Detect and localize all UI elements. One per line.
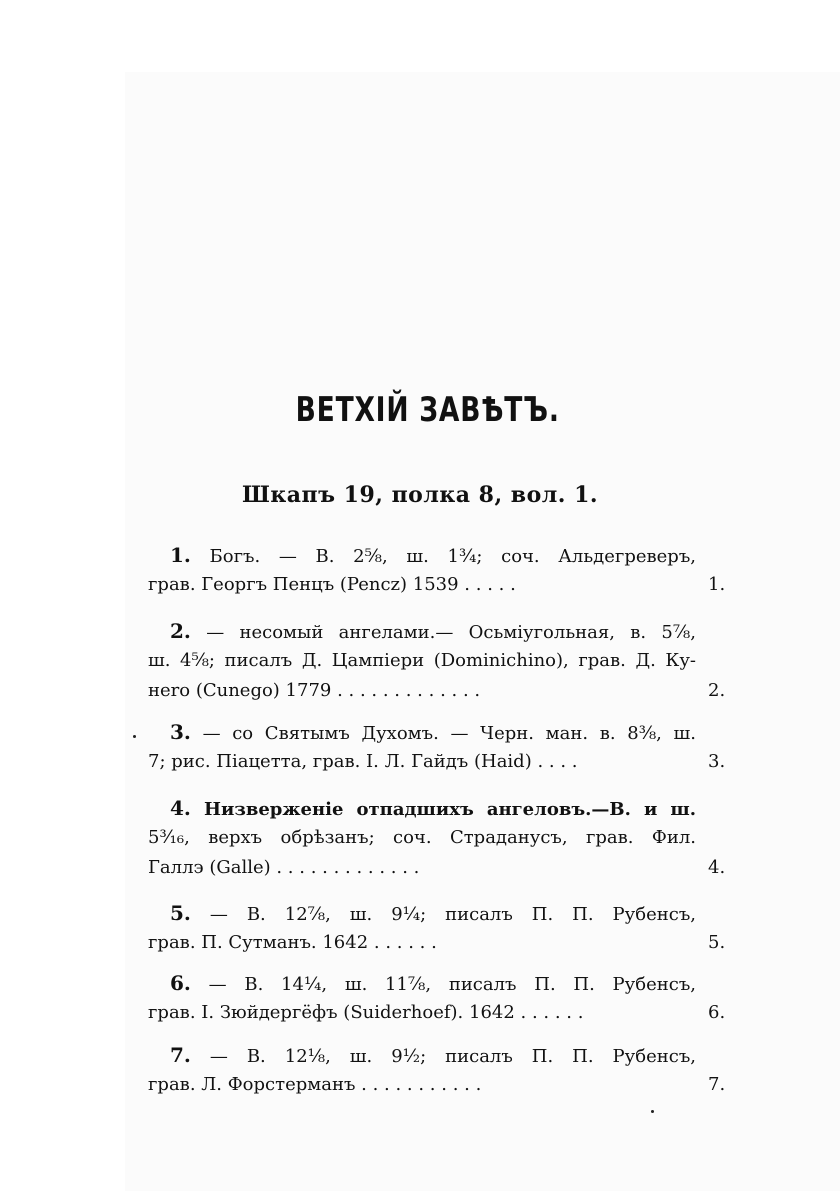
entry-line: Низверженiе отпадшихъ ангеловъ.—В. и ш. <box>203 799 696 820</box>
print-speck <box>133 735 136 738</box>
page-title: ВЕТХIЙ ЗАВѢТЪ. <box>295 390 560 430</box>
entry-number: 5. <box>170 901 191 925</box>
catalog-entry-4 <box>148 793 748 883</box>
entry-line: Галлэ (Galle) . . . . . . . . . . . . . <box>148 857 420 878</box>
entry-line: 7; рис. Пiацетта, грав. I. Л. Гайдъ (Haid) . . . . <box>148 751 578 772</box>
catalog-entry-5 <box>148 898 748 958</box>
entry-line: — со Святымъ Духомъ. — Черн. ман. в. 8³⁄₈, ш. <box>202 723 696 744</box>
page-reference: 1. <box>708 574 726 595</box>
page-reference: 5. <box>708 932 726 953</box>
page-reference: 6. <box>708 1002 726 1023</box>
entry-line: ш. 4⁵⁄₈; писалъ Д. Цампiери (Dominichino), грав. Д. Ку- <box>148 650 696 671</box>
entry-number: 4. <box>170 796 191 820</box>
catalog-entry-6 <box>148 968 748 1028</box>
entry-number: 2. <box>170 619 191 643</box>
entry-number: 1. <box>170 543 191 567</box>
entry-line: — В. 12¹⁄₈, ш. 9¹⁄₂; писалъ П. П. Рубенсъ, <box>209 1046 696 1067</box>
catalog-entry-2 <box>148 616 748 706</box>
page-reference: 2. <box>708 680 726 701</box>
shelf-location-heading: Шкапъ 19, полка 8, вол. 1. <box>241 482 599 508</box>
entry-line: грав. П. Сутманъ. 1642 . . . . . . <box>148 932 437 953</box>
entry-line: грав. Георгъ Пенцъ (Pencz) 1539 . . . . . <box>148 574 516 595</box>
page-reference: 3. <box>708 751 726 772</box>
entry-number: 7. <box>170 1043 191 1067</box>
catalog-entry-1 <box>148 540 748 600</box>
entry-line: грав. Л. Форстерманъ . . . . . . . . . . . <box>148 1074 482 1095</box>
catalog-entry-7 <box>148 1040 748 1100</box>
entry-line: грав. I. Зюйдергёфъ (Suiderhoef). 1642 . . . . . . <box>148 1002 584 1023</box>
entry-line: неrо (Cunego) 1779 . . . . . . . . . . . . . <box>148 680 481 701</box>
page-reference: 4. <box>708 857 726 878</box>
entry-number: 6. <box>170 971 191 995</box>
entry-line: — В. 12⁷⁄₈, ш. 9¹⁄₄; писалъ П. П. Рубенсъ, <box>209 904 696 925</box>
entry-line: — В. 14¹⁄₄, ш. 11⁷⁄₈, писалъ П. П. Рубенсъ, <box>208 974 696 995</box>
entry-line: Богъ. — В. 2⁵⁄₈, ш. 1³⁄₄; соч. Альдегреверъ, <box>209 546 696 567</box>
page-reference: 7. <box>708 1074 726 1095</box>
entry-line: 5³⁄₁₆, верхъ обрѣзанъ; соч. Страданусъ, грав. Фил. <box>148 827 696 848</box>
entry-number: 3. <box>170 720 191 744</box>
print-speck <box>651 1110 654 1113</box>
catalog-entry-3 <box>148 717 748 777</box>
entry-line: — несомый ангелами.— Осьмiугольная, в. 5⁷⁄₈, <box>206 622 696 643</box>
